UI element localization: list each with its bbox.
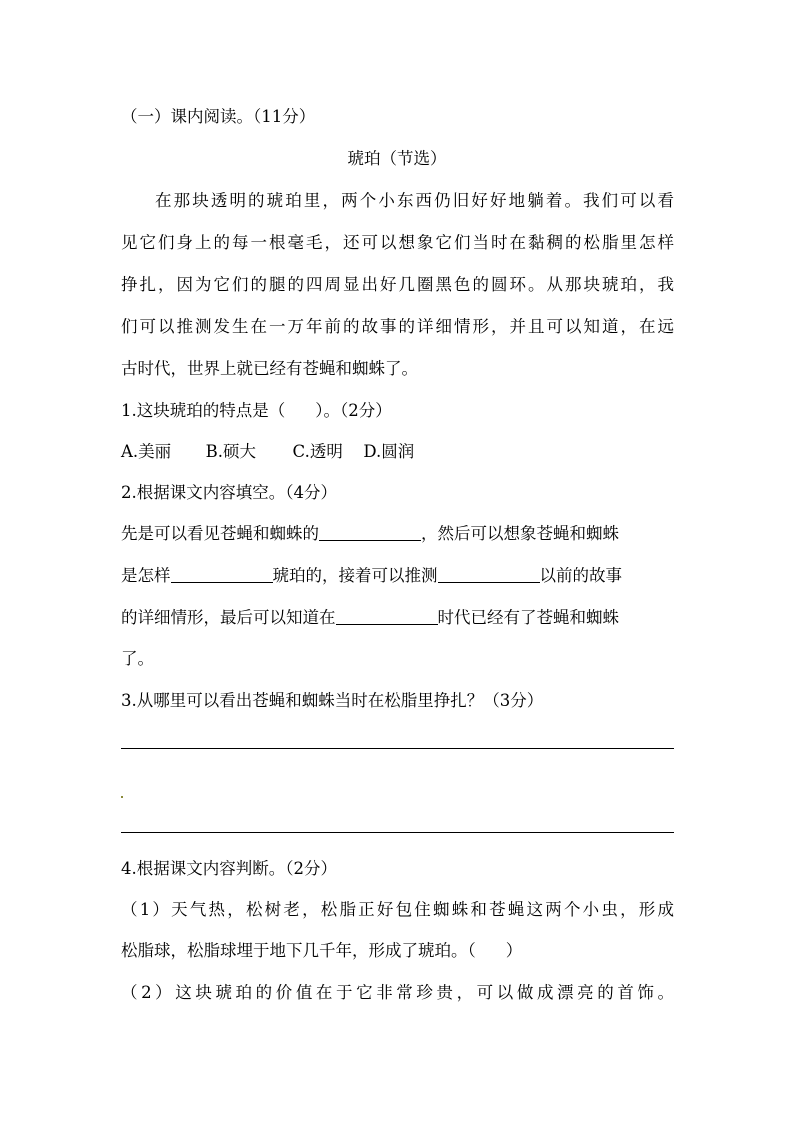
question-1-stem-end: ）。（2分）	[315, 401, 392, 420]
question-1-options	[121, 441, 414, 463]
option-d[interactable]: D.圆润	[363, 442, 415, 461]
answer-line-1[interactable]	[121, 748, 674, 749]
q2-text: 先是可以看见苍蝇和蜘蛛的	[121, 524, 319, 543]
option-a[interactable]: A.美丽	[121, 442, 172, 461]
passage-line: 见它们身上的每一根毫毛，还可以想象它们当时在黏稠的松脂里怎样	[121, 233, 674, 252]
question-2-stem: 2.根据课文内容填空。（4分）	[121, 483, 337, 502]
question-2-line	[121, 565, 622, 587]
q4-text: 松脂球，松脂球埋于地下几千年，形成了琥珀。（	[121, 941, 476, 960]
option-c[interactable]: C.透明	[292, 442, 343, 461]
question-4-item-2-line: （2）这块琥珀的价值在于它非常珍贵，可以做成漂亮的首饰。	[121, 983, 674, 1002]
passage-line: 们可以推测发生在一万年前的故事的详细情形，并且可以知道，在远	[121, 317, 674, 336]
fill-blank-1[interactable]	[319, 524, 421, 541]
answer-line-2[interactable]	[121, 832, 674, 833]
section-title: （一）课内阅读。（11分）	[121, 107, 316, 126]
speck	[121, 796, 123, 798]
question-1-stem	[121, 400, 392, 422]
q2-text: 以前的故事	[539, 566, 622, 585]
q4-text: ）	[505, 941, 523, 960]
passage-line: 在那块透明的琥珀里，两个小东西仍旧好好地躺着。我们可以看	[155, 191, 674, 210]
question-4-stem: 4.根据课文内容判断。（2分）	[121, 859, 337, 878]
question-4-item-1-line	[121, 940, 522, 962]
passage-line: 古时代，世界上就已经有苍蝇和蜘蛛了。	[121, 359, 418, 378]
question-1-stem-start: 1.这块琥珀的特点是（	[121, 401, 286, 420]
passage-title: 琥珀（节选）	[347, 149, 447, 168]
question-4-item-1-line: （1）天气热，松树老，松脂正好包住蜘蛛和苍蝇这两个小虫，形成	[121, 900, 674, 919]
fill-blank-4[interactable]	[336, 608, 438, 625]
question-2-line	[121, 607, 619, 629]
q2-text: 的详细情形，最后可以知道在	[121, 608, 336, 627]
passage-line: 挣扎，因为它们的腿的四周显出好几圈黑色的圆环。从那块琥珀，我	[121, 275, 674, 294]
q2-text: ，然后可以想象苍蝇和蜘蛛	[421, 524, 619, 543]
fill-blank-2[interactable]	[171, 566, 273, 583]
option-b[interactable]: B.硕大	[205, 442, 257, 461]
question-2-line	[121, 523, 619, 545]
fill-blank-3[interactable]	[438, 566, 540, 583]
q2-text: 时代已经有了苍蝇和蜘蛛	[437, 608, 619, 627]
question-3-stem: 3.从哪里可以看出苍蝇和蜘蛛当时在松脂里挣扎？（3分）	[121, 691, 544, 710]
question-2-line: 了。	[121, 649, 154, 668]
q2-text: 琥珀的，接着可以推测	[272, 566, 438, 585]
q2-text: 是怎样	[121, 566, 171, 585]
